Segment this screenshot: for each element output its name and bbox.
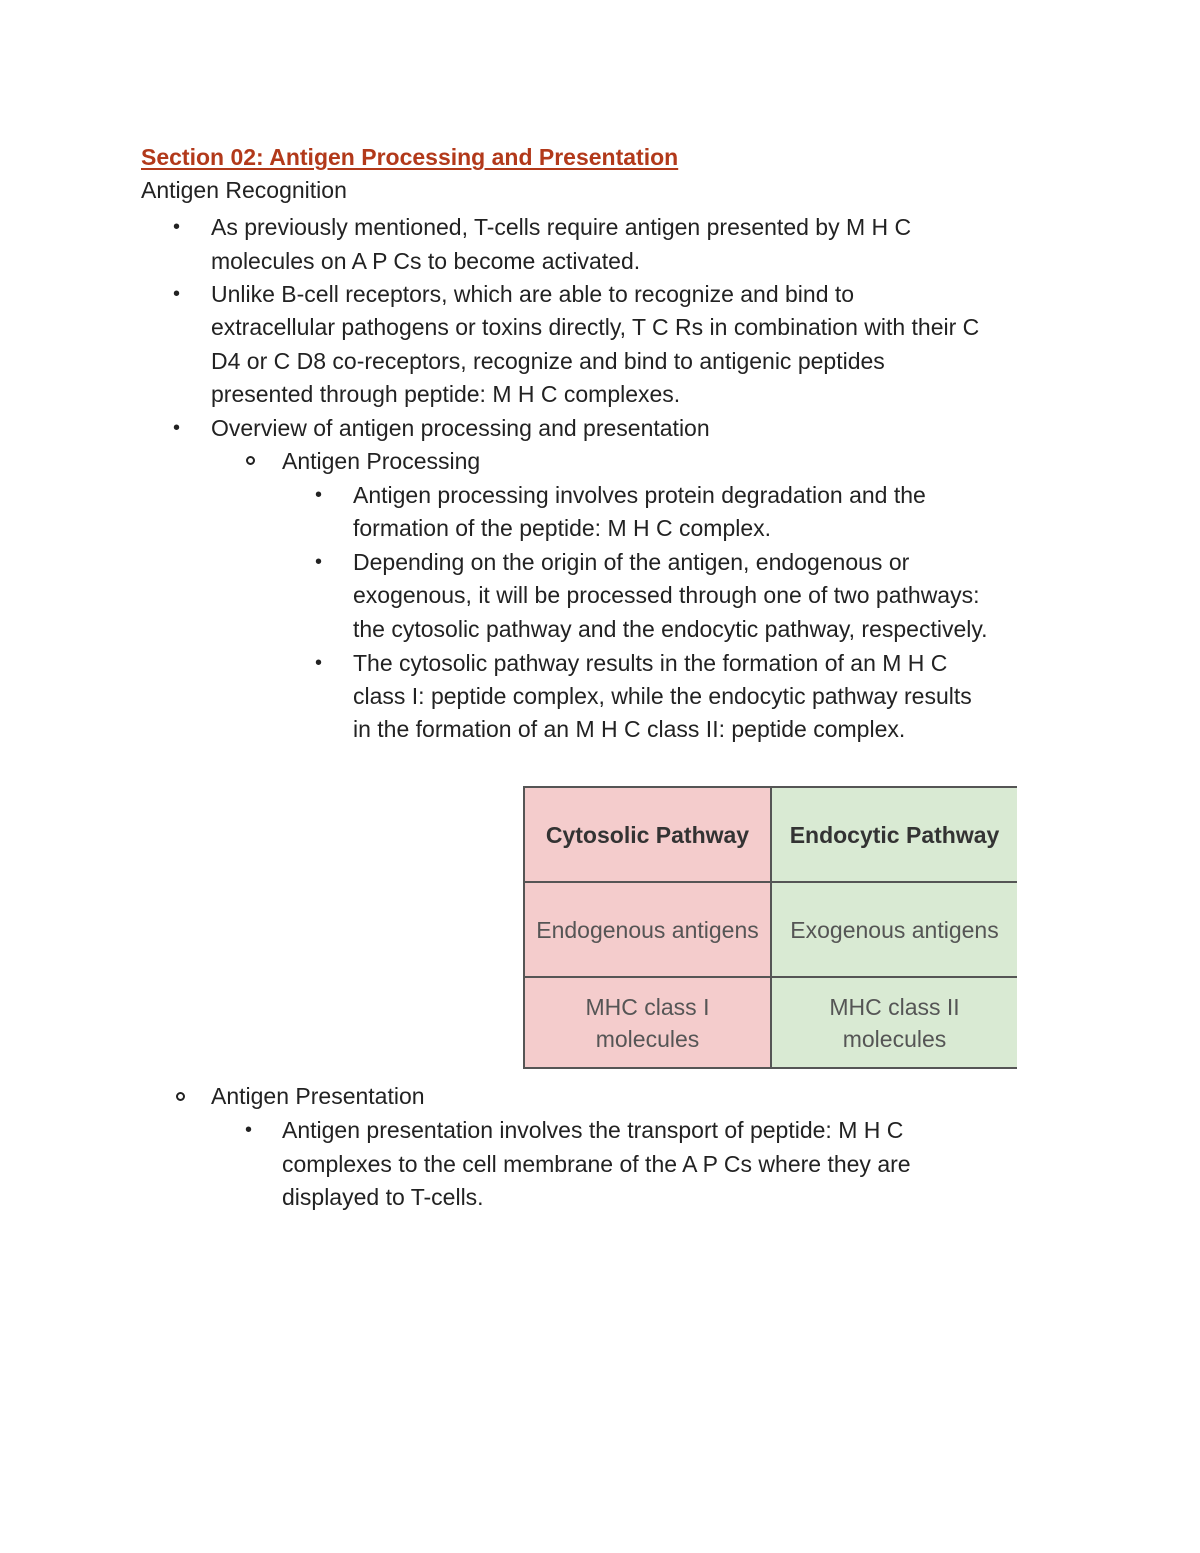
processing-1-line-2: formation of the peptide: M H C complex. [353,515,772,541]
circle-bullet-icon [246,456,255,465]
bullet-2-line-3: D4 or C D8 co-receptors, recognize and bind to antigenic peptides [211,348,885,374]
bullet-2-line-4: presented through peptide: M H C complexes. [211,381,681,407]
table-header-cytosolic: Cytosolic Pathway [525,788,770,881]
bullet-icon: • [173,216,181,238]
processing-2-line-1: Depending on the origin of the antigen, endogenous or [353,549,910,575]
processing-2-line-3: the cytosolic pathway and the endocytic pathway, respectively. [353,616,988,642]
processing-3-line-1: The cytosolic pathway results in the formation of an M H C [353,650,948,676]
table-cell: Exogenous antigens [770,881,1017,976]
processing-2-line-2: exogenous, it will be processed through one of two pathways: [353,582,980,608]
processing-3-line-3: in the formation of an M H C class II: peptide complex. [353,716,906,742]
section-title: Section 02: Antigen Processing and Presentation [141,144,679,170]
antigen-presentation-title: Antigen Presentation [211,1083,425,1109]
bullet-2-line-2: extracellular pathogens or toxins directly, T C Rs in combination with their C [211,314,980,340]
table-cell: MHC class II molecules [770,976,1017,1067]
bullet-2-line-1: Unlike B-cell receptors, which are able to recognize and bind to [211,281,855,307]
bullet-3-line-1: Overview of antigen processing and presentation [211,415,710,441]
circle-bullet-icon [176,1092,185,1101]
bullet-icon: • [315,484,323,506]
processing-3-line-2: class I: peptide complex, while the endocytic pathway results [353,683,972,709]
pathway-comparison-table [523,786,1017,1069]
subsection-title: Antigen Recognition [141,177,347,203]
bullet-1-line-1: As previously mentioned, T-cells require antigen presented by M H C [211,214,912,240]
presentation-1-line-1: Antigen presentation involves the transport of peptide: M H C [282,1117,904,1143]
table-cell: Endogenous antigens [525,881,770,976]
antigen-processing-title: Antigen Processing [282,448,481,474]
bullet-icon: • [173,283,181,305]
presentation-1-line-2: complexes to the cell membrane of the A P Cs where they are [282,1151,911,1177]
processing-1-line-1: Antigen processing involves protein degradation and the [353,482,926,508]
table-header-endocytic: Endocytic Pathway [770,788,1017,881]
bullet-icon: • [315,551,323,573]
bullet-1-line-2: molecules on A P Cs to become activated. [211,248,641,274]
bullet-icon: • [315,652,323,674]
bullet-icon: • [173,417,181,439]
presentation-1-line-3: displayed to T-cells. [282,1184,484,1210]
bullet-icon: • [245,1119,253,1141]
table-cell: MHC class I molecules [525,976,770,1067]
